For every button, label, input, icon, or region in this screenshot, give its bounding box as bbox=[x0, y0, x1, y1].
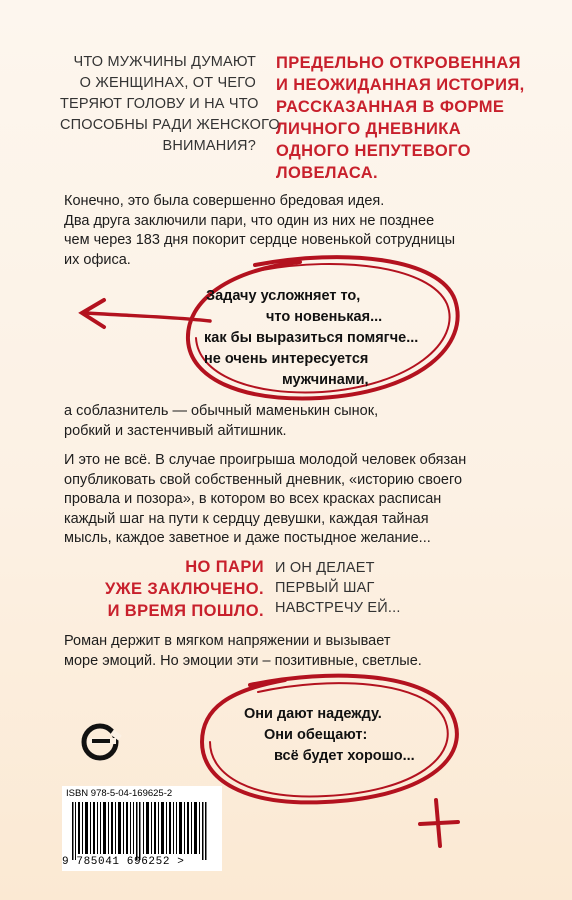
circled-note-2 bbox=[244, 704, 415, 767]
bet-line: И ВРЕМЯ ПОШЛО. bbox=[107, 602, 264, 620]
headline-line: И НЕОЖИДАННАЯ ИСТОРИЯ, bbox=[276, 76, 525, 94]
note-line: как бы выразиться помягче... bbox=[204, 330, 419, 346]
first-step bbox=[275, 558, 401, 618]
paragraph-stakes bbox=[64, 451, 524, 549]
barcode-number: 9 785041 696252 > bbox=[62, 856, 185, 868]
paragraph-line: мысль, каждое заветное и даже постыдное желание... bbox=[64, 530, 431, 546]
isbn-label: ISBN 978-5-04-169625-2 bbox=[66, 788, 173, 799]
paragraph-line: море эмоций. Но эмоции эти – позитивные, светлые. bbox=[64, 652, 422, 669]
headline bbox=[276, 52, 546, 184]
headline-line: ЛИЧНОГО ДНЕВНИКА bbox=[276, 120, 462, 138]
bet-line: УЖЕ ЗАКЛЮЧЕНО. bbox=[105, 580, 264, 598]
first-step-line: ПЕРВЫЙ ШАГ bbox=[275, 580, 375, 596]
teaser-line: ТЕРЯЮТ ГОЛОВУ И НА ЧТО bbox=[60, 96, 259, 112]
headline-line: ПРЕДЕЛЬНО ОТКРОВЕННАЯ bbox=[276, 54, 521, 72]
headline-line: РАССКАЗАННАЯ В ФОРМЕ bbox=[276, 98, 505, 116]
paragraph-line: Конечно, это была совершенно бредовая идея. bbox=[64, 193, 385, 209]
teaser-line: ЧТО МУЖЧИНЫ ДУМАЮТ bbox=[73, 54, 256, 70]
eksmo-logo bbox=[84, 726, 120, 758]
paragraph-emotions bbox=[64, 632, 524, 671]
paragraph-line: Роман держит в мягком напряжении и вызывает bbox=[64, 633, 391, 649]
headline-line: ОДНОГО НЕПУТЕВОГО bbox=[276, 142, 471, 160]
teaser-question bbox=[60, 52, 280, 157]
bet-concluded bbox=[96, 556, 264, 622]
paragraph-line: Два друга заключили пари, что один из них не позднее bbox=[64, 212, 435, 229]
paragraph-line: их офиса. bbox=[64, 251, 131, 268]
bet-line: НО ПАРИ bbox=[185, 558, 264, 576]
first-step-line: НАВСТРЕЧУ ЕЙ... bbox=[275, 600, 401, 616]
paragraph-line: провала и позора», в котором во всех красках расписан bbox=[64, 491, 442, 507]
headline-line: ЛОВЕЛАСА. bbox=[276, 164, 379, 182]
note-line: Они обещают: bbox=[264, 727, 368, 743]
paragraph-line: а соблазнитель — обычный маменькин сынок, bbox=[64, 403, 379, 419]
note-line: Задачу усложняет то, bbox=[206, 288, 361, 304]
barcode bbox=[62, 786, 222, 871]
teaser-line: О ЖЕНЩИНАХ, ОТ ЧЕГО bbox=[79, 75, 256, 91]
paragraph-seducer bbox=[64, 402, 524, 441]
first-step-line: И ОН ДЕЛАЕТ bbox=[275, 560, 375, 576]
paragraph-line: робкий и застенчивый айтишник. bbox=[64, 422, 287, 439]
teaser-line: ВНИМАНИЯ? bbox=[162, 138, 256, 154]
teaser-line: СПОСОБНЫ РАДИ ЖЕНСКОГО bbox=[60, 117, 280, 133]
paragraph-line: И это не всё. В случае проигрыша молодой человек обязан bbox=[64, 452, 467, 468]
paragraph-line: каждый шаг на пути к сердцу девушки, каждая тайная bbox=[64, 510, 429, 527]
paragraph-line: опубликовать свой собственный дневник, «историю своего bbox=[64, 471, 463, 488]
note-line: мужчинами, bbox=[282, 372, 369, 388]
note-line: не очень интересуется bbox=[204, 351, 369, 367]
note-line: Они дают надежду. bbox=[244, 706, 382, 722]
circled-note-1 bbox=[206, 286, 418, 391]
note-line: что новенькая... bbox=[266, 309, 383, 325]
paragraph-intro bbox=[64, 192, 524, 270]
paragraph-line: чем через 183 дня покорит сердце новенькой сотрудницы bbox=[64, 232, 456, 248]
note-line: всё будет хорошо... bbox=[274, 748, 415, 764]
